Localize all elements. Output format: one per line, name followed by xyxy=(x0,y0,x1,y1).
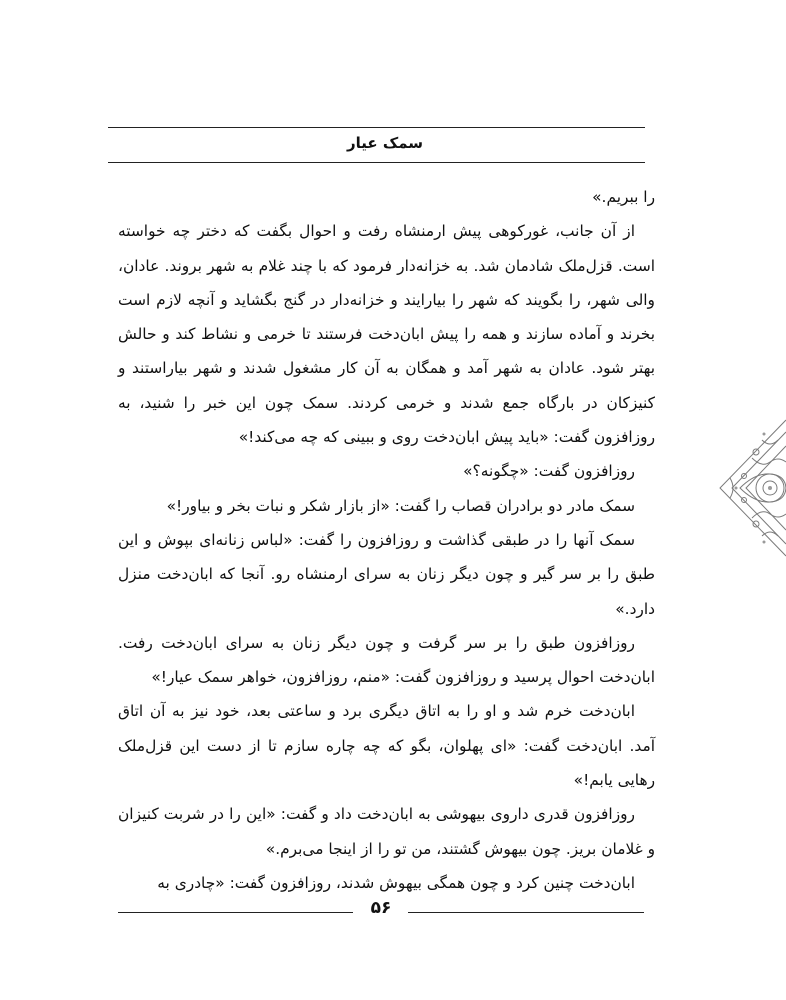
paragraph-4: سمک مادر دو برادران قصاب را گفت: «از بازار شکر و نبات بخر و بیاور!» xyxy=(166,496,635,515)
header-bottom-rule xyxy=(108,162,645,163)
paragraph-6: روزافزون طبق را بر سر گرفت و چون دیگر زنان به سرای ابان‌دخت رفت. ابان‌دخت احوال پرسید و روزافزون گفت: «منم، روزافزون، خواهر سمک عیار!» xyxy=(118,633,655,687)
paragraph-2: از آن جانب، غورکوهی پیش ارمنشاه رفت و احوال بگفت که دختر چه خواسته است. قزل‌ملک شادمان شد. به خزانه‌دار فرمود که با چند غلام به شهر بروند. عادان، والی شهر، را بگویند که شهر را بیارایند و خزانه‌دار در گنج بگشاید و آنچه لازم است بخرند و آماده سازند و همه را پیش ابان‌دخت فرستند تا خرمی و نشاط کند و حالش بهتر شود. عادان به شهر آمد و همگان به آن کار مشغول شدند و شهر بیاراستند و کنیزکان در بارگاه جمع شدند و خرمی کردند. سمک چون این خبر را شنید، به روزافزون گفت: «باید پیش ابان‌دخت روی و ببینی که چه می‌کند!» xyxy=(118,222,655,447)
arabesque-ornament-icon xyxy=(700,418,786,558)
page-number: ۵۶ xyxy=(370,898,392,918)
footer-rule-right xyxy=(408,912,644,913)
paragraph-5: سمک آنها را در طبقی گذاشت و روزافزون را گفت: «لباس زنانه‌ای بپوش و این طبق را بر سر گیر و چون دیگر زنان به سرای ارمنشاه رو. آنجا که ابان‌دخت منزل دارد.» xyxy=(118,530,655,618)
paragraph-8: روزافزون قدری داروی بیهوشی به ابان‌دخت داد و گفت: «این را در شربت کنیزان و غلامان بریز. چون بیهوش گشتند، من تو را از اینجا می‌برم.» xyxy=(118,805,655,858)
page-body xyxy=(118,180,655,900)
running-header-title: سمک عیار xyxy=(346,134,424,152)
paragraph-3: روزافزون گفت: «چگونه؟» xyxy=(463,462,635,481)
paragraph-9: ابان‌دخت چنین کرد و چون همگی بیهوش شدند، روزافزون گفت: «چادری به xyxy=(157,873,635,892)
header-top-rule xyxy=(108,127,645,128)
footer-rule-left xyxy=(118,912,353,913)
paragraph-7: ابان‌دخت خرم شد و او را به اتاق دیگری برد و ساعتی بعد، خود نیز به آن اتاق آمد. ابان‌دخت گفت: «ای پهلوان، بگو که چه چاره سازم تا از دست این قزل‌ملک رهایی یابم!» xyxy=(118,702,655,790)
paragraph-1: را ببریم.» xyxy=(592,188,655,206)
